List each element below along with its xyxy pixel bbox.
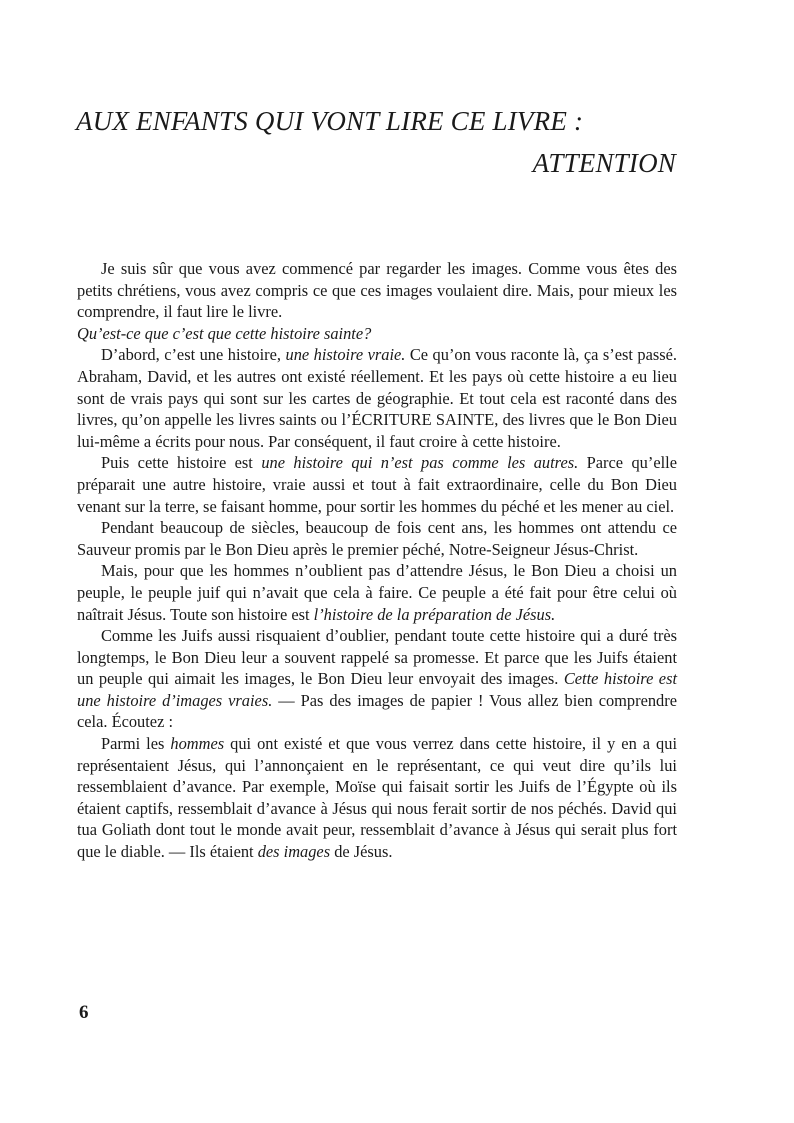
paragraph-4-text-a: Puis cette histoire est — [101, 453, 262, 473]
paragraph-6-emphasis: l’histoire de la préparation de Jésus. — [313, 604, 556, 624]
paragraph-8-text-a: Parmi les — [101, 734, 171, 754]
body-text — [77, 258, 677, 863]
paragraph-3-text-a: D’abord, c’est une histoire, — [101, 345, 286, 365]
chapter-title-line-2: ATTENTION — [532, 148, 676, 178]
paragraph-4 — [77, 452, 677, 517]
paragraph-6 — [77, 560, 677, 625]
paragraph-3 — [77, 344, 677, 452]
paragraph-1: Je suis sûr que vous avez commencé par regarder les images. Comme vous êtes des petits chrétiens, vous avez compris ce que ces images voulaient dire. Mais, pour mieux les comprendre, il faut lire le livre. — [77, 259, 677, 322]
question-text: Qu’est-ce que c’est que cette histoire sainte? — [77, 323, 372, 343]
paragraph-8 — [77, 733, 677, 863]
paragraph-4-emphasis: une histoire qui n’est pas comme les autres. — [261, 453, 579, 473]
paragraph-7 — [77, 625, 677, 733]
page-number: 6 — [79, 1002, 89, 1023]
chapter-title-line-1: AUX ENFANTS QUI VONT LIRE CE LIVRE : — [76, 106, 584, 136]
paragraph-8-emphasis-hommes: hommes — [170, 734, 225, 754]
paragraph-6-text-a: Mais, pour que les hommes n’oublient pas d’attendre Jésus, le Bon Dieu a choisi un peuple, le peuple juif qui n’avait que cela à faire. Ce peuple a été fait pour être celui où naîtrait Jésus. Toute son histoire est — [77, 561, 677, 624]
paragraph-5: Pendant beaucoup de siècles, beaucoup de fois cent ans, les hommes ont attendu ce Sauveur promis par le Bon Dieu après le premier péché, Notre-Seigneur Jésus-Christ. — [77, 518, 677, 559]
paragraph-8-text-c: qui ont existé et que vous verrez dans cette histoire, il y en a qui représentaient Jésus, qui l’annonçaient en le représentant, ce qui veut dire qu’ils lui ressemblaient d’avance. Par exemple, Moïse qui faisait sortir les Juifs de l’Égypte où ils étaient captifs, ressemblait d’avance à Jésus qui nous ferait sortir de nos péchés. David qui tua Goliath dont tout le monde avait peur, ressemblait d’avance à Jésus qui serait plus fort que le diable. — Ils étaient — [77, 734, 677, 862]
paragraph-8-emphasis-images: des images — [257, 842, 331, 862]
paragraph-7-emphasis: Cette histoire est une histoire d’images vraies. — [77, 669, 678, 710]
paragraph-7-text-c: — Pas des images de papier ! Vous allez bien comprendre cela. Écoutez : — [77, 690, 677, 732]
paragraph-3-emphasis: une histoire vraie. — [285, 345, 406, 365]
paragraph-question — [77, 323, 677, 345]
paragraph-8-text-e: de Jésus. — [330, 842, 393, 862]
chapter-title — [76, 100, 676, 184]
paragraph-3-text-c: Ce qu’on vous raconte là, ça s’est passé. Abraham, David, et les autres ont existé réellement. Et les pays où cette histoire a eu lieu sont de vrais pays qui sont sur les cartes de géographie. Et tout cela est raconté dans des livres, qu’on appelle les livres saints ou l’ÉCRITURE SAINTE, des livres que le Bon Dieu lui-même a écrits pour nous. Par conséquent, il faut croire à cette histoire. — [77, 345, 677, 451]
paragraph-7-text-a: Comme les Juifs aussi risquaient d’oublier, pendant toute cette histoire qui a duré très longtemps, le Bon Dieu leur a souvent rappelé sa promesse. Et parce que les Juifs étaient un peuple qui aimait les images, le Bon Dieu leur envoyait des images. — [77, 626, 677, 689]
paragraph-4-text-c: Parce qu’elle préparait une autre histoire, vraie aussi et tout à fait extraordinaire, celle du Bon Dieu venant sur la terre, se faisant homme, pour sortir les hommes du péché et les mener au ciel. — [77, 453, 677, 516]
